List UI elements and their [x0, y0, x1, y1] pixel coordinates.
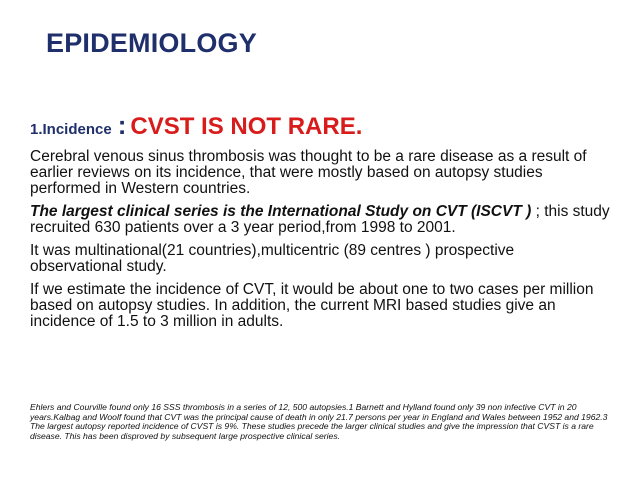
paragraph-incidence-estimate: If we estimate the incidence of CVT, it would be about one to two cases per million based on autopsy studies. In addition, the current MRI based studies give an incidence of 1.5 to 3 million in adults. — [30, 281, 594, 330]
incidence-label: 1.Incidence — [30, 121, 112, 138]
footnote: Ehlers and Courville found only 16 SSS thrombosis in a series of 12, 500 autopsies.1 Barnett and Hylland found only 39 non infective CVT in 20 years.Kalbag and Woolf found that CVT was the principal cause of death in only 21.7 persons per year in England and Wales between 1952 and 1962.3 The largest autopsy reported incidence of CVST is 9%. These studies precede the larger clinical studies and give the impression that CVST is a rare disease. This has been disproved by subsequent large prospective clinical series. — [30, 402, 608, 441]
paragraph-background: Cerebral venous sinus thrombosis was thought to be a rare disease as a result of earlier reviews on its incidence, that were mostly based on autopsy studies performed in Western countries. — [30, 148, 587, 197]
paragraph-multinational: It was multinational(21 countries),multicentric (89 centres ) prospective observational study. — [30, 242, 515, 275]
incidence-line — [30, 108, 610, 147]
slide-content — [30, 108, 610, 337]
paragraph-iscvt — [30, 204, 610, 236]
slide-title: EPIDEMIOLOGY — [46, 28, 257, 58]
incidence-separator: : — [117, 110, 127, 140]
iscvt-details: ; this study recruited 630 patients over a 3 year period,from 1998 to 2001. — [30, 203, 610, 236]
incidence-heading: CVST IS NOT RARE. — [130, 113, 363, 140]
iscvt-emphasis: The largest clinical series is the International Study on CVT (ISCVT ) — [30, 203, 532, 220]
